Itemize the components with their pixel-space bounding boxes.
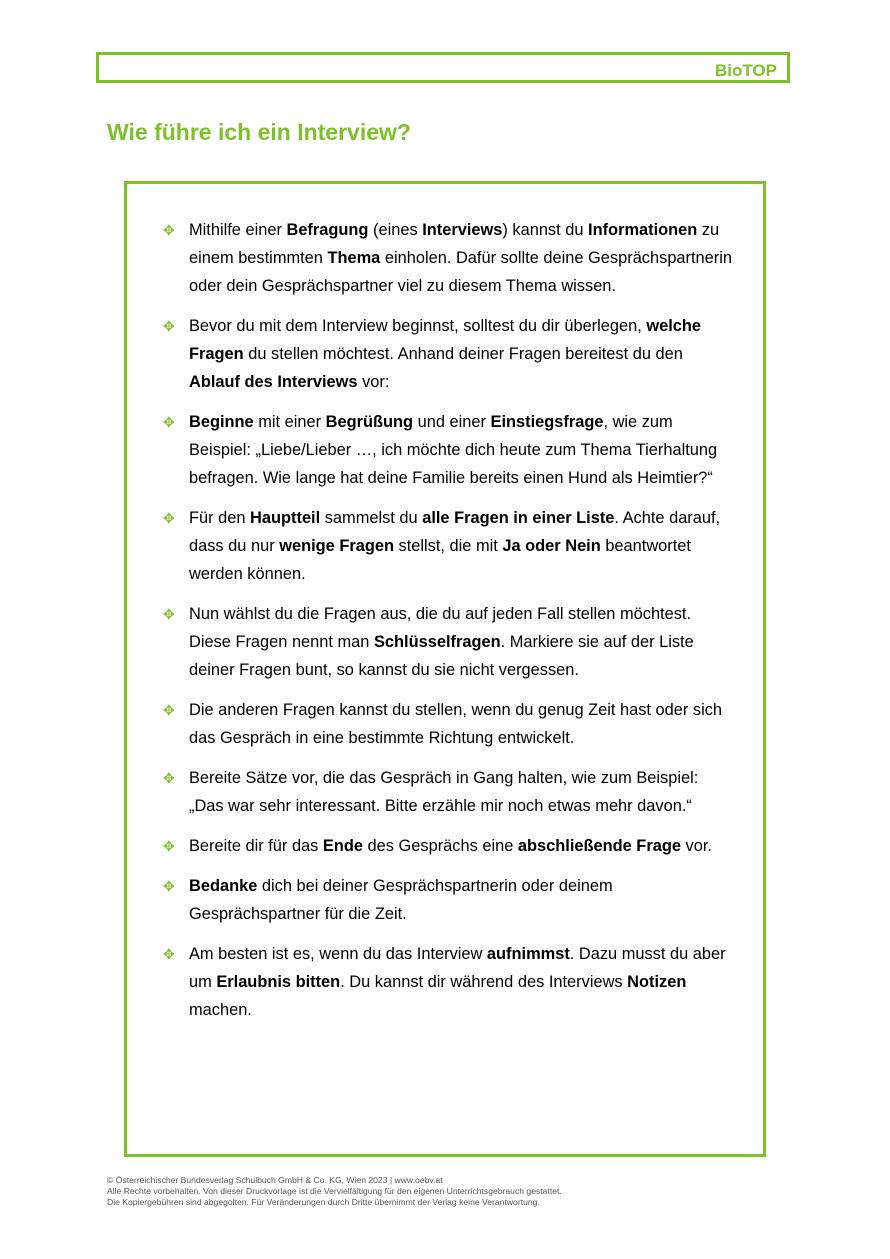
bold-term: Bedanke bbox=[189, 877, 258, 895]
text-run: und einer bbox=[413, 413, 491, 431]
instruction-list bbox=[163, 216, 733, 1036]
text-run: , wie zum Beispiel: „Liebe/Lieber …, ich möchte dich heute zum Thema Tierhaltung befragen. Wie lange hat deine Familie bereits einen Hund als Heimtier?“ bbox=[189, 413, 718, 487]
content-box bbox=[124, 181, 766, 1157]
text-run: Für den bbox=[189, 509, 251, 527]
text-run: . Du kannst dir während des Interviews bbox=[340, 973, 628, 991]
item-text bbox=[189, 509, 720, 583]
text-run: sammelst du bbox=[320, 509, 423, 527]
item-text bbox=[189, 945, 726, 1019]
text-run: beantwortet werden können. bbox=[189, 537, 691, 583]
text-run: machen. bbox=[189, 1001, 252, 1019]
bold-term: alle Fragen in einer Liste bbox=[422, 509, 615, 527]
bold-term: Ja oder Nein bbox=[502, 537, 601, 555]
list-item bbox=[163, 504, 733, 588]
diamond-bullet-icon: ✥ bbox=[163, 770, 175, 786]
bold-term: Thema bbox=[327, 249, 381, 267]
diamond-bullet-icon: ✥ bbox=[163, 414, 175, 430]
text-run: des Gesprächs eine bbox=[363, 837, 518, 855]
bold-term: Informationen bbox=[588, 221, 698, 239]
list-item bbox=[163, 408, 733, 492]
diamond-bullet-icon: ✥ bbox=[163, 946, 175, 962]
list-item bbox=[163, 312, 733, 396]
text-run: einholen. Dafür sollte deine Gesprächspartnerin oder dein Gesprächspartner viel zu diesem Thema wissen. bbox=[189, 249, 733, 295]
item-text bbox=[189, 605, 694, 679]
diamond-bullet-icon: ✥ bbox=[163, 838, 175, 854]
bold-term: Ende bbox=[322, 837, 363, 855]
footer bbox=[107, 1175, 562, 1208]
list-item bbox=[163, 872, 733, 928]
header-bar bbox=[96, 52, 790, 83]
list-item bbox=[163, 600, 733, 684]
diamond-bullet-icon: ✥ bbox=[163, 222, 175, 238]
list-item bbox=[163, 832, 733, 860]
text-run: Am besten ist es, wenn du das Interview bbox=[189, 945, 487, 963]
list-item bbox=[163, 696, 733, 752]
text-run: vor: bbox=[357, 373, 390, 391]
item-text bbox=[189, 877, 613, 923]
page-title: Wie führe ich ein Interview? bbox=[107, 119, 411, 145]
bold-term: Hauptteil bbox=[250, 509, 321, 527]
bold-term: aufnimmst bbox=[486, 945, 570, 963]
item-text bbox=[189, 317, 701, 391]
text-run: Bereite dir für das bbox=[189, 837, 323, 855]
text-run: dich bei deiner Gesprächspartnerin oder deinem Gesprächspartner für die Zeit. bbox=[189, 877, 613, 923]
text-run: vor. bbox=[680, 837, 712, 855]
text-run: zu einem bestimmten bbox=[189, 221, 720, 267]
diamond-bullet-icon: ✥ bbox=[163, 878, 175, 894]
bold-term: welche Fragen bbox=[189, 317, 702, 363]
text-run: (eines bbox=[368, 221, 423, 239]
diamond-bullet-icon: ✥ bbox=[163, 606, 175, 622]
text-run: Die anderen Fragen kannst du stellen, wenn du genug Zeit hast oder sich das Gespräch in eine bestimmte Richtung entwickelt. bbox=[189, 701, 723, 747]
list-item bbox=[163, 216, 733, 300]
bold-term: wenige Fragen bbox=[279, 537, 394, 555]
text-run: . Markiere sie auf der Liste deiner Fragen bunt, so kannst du sie nicht vergessen. bbox=[189, 633, 694, 679]
text-run: Nun wählst du die Fragen aus, die du auf jeden Fall stellen möchtest. Diese Fragen nennt man bbox=[189, 605, 692, 651]
list-item bbox=[163, 940, 733, 1024]
text-run: ) kannst du bbox=[502, 221, 589, 239]
brand-label: BioTOP bbox=[714, 61, 777, 80]
item-text bbox=[189, 413, 717, 487]
text-run: . Achte darauf, dass du nur bbox=[189, 509, 721, 555]
list-item bbox=[163, 764, 733, 820]
bold-term: Schlüsselfragen bbox=[373, 633, 501, 651]
bold-term: Interviews bbox=[422, 221, 503, 239]
bold-term: Erlaubnis bitten bbox=[216, 973, 341, 991]
bold-term: abschließende Frage bbox=[517, 837, 681, 855]
text-run: stellst, die mit bbox=[393, 537, 503, 555]
item-text bbox=[189, 769, 698, 815]
bold-term: Begrüßung bbox=[325, 413, 414, 431]
diamond-bullet-icon: ✥ bbox=[163, 318, 175, 334]
footer-copyright: © Österreichischer Bundesverlag Schulbuch GmbH & Co. KG, Wien 2023 | www.oebv.at bbox=[107, 1175, 443, 1185]
text-run: Mithilfe einer bbox=[189, 221, 287, 239]
text-run: Bereite Sätze vor, die das Gespräch in Gang halten, wie zum Beispiel: „Das war sehr interessant. Bitte erzähle mir noch etwas mehr davon.“ bbox=[189, 769, 699, 815]
text-run: . Dazu musst du aber um bbox=[189, 945, 726, 991]
item-text bbox=[189, 837, 712, 855]
bold-term: Notizen bbox=[627, 973, 687, 991]
diamond-bullet-icon: ✥ bbox=[163, 702, 175, 718]
text-run: mit einer bbox=[253, 413, 326, 431]
bold-term: Beginne bbox=[189, 413, 254, 431]
item-text bbox=[189, 701, 722, 747]
bold-term: Ablauf des Interviews bbox=[189, 373, 358, 391]
item-text bbox=[189, 221, 732, 295]
bold-term: Einstiegsfrage bbox=[490, 413, 604, 431]
bold-term: Befragung bbox=[286, 221, 369, 239]
text-run: Bevor du mit dem Interview beginnst, solltest du dir überlegen, bbox=[189, 317, 647, 335]
diamond-bullet-icon: ✥ bbox=[163, 510, 175, 526]
text-run: du stellen möchtest. Anhand deiner Fragen bereitest du den bbox=[243, 345, 683, 363]
footer-disclaimer: Die Kopiergebühren sind abgegolten. Für Veränderungen durch Dritte übernimmt der Verlag keine Verantwortung. bbox=[107, 1197, 540, 1207]
footer-rights: Alle Rechte vorbehalten. Von dieser Druckvorlage ist die Vervielfältigung für den eigenen Unterrichtsgebrauch gestattet. bbox=[107, 1186, 562, 1196]
